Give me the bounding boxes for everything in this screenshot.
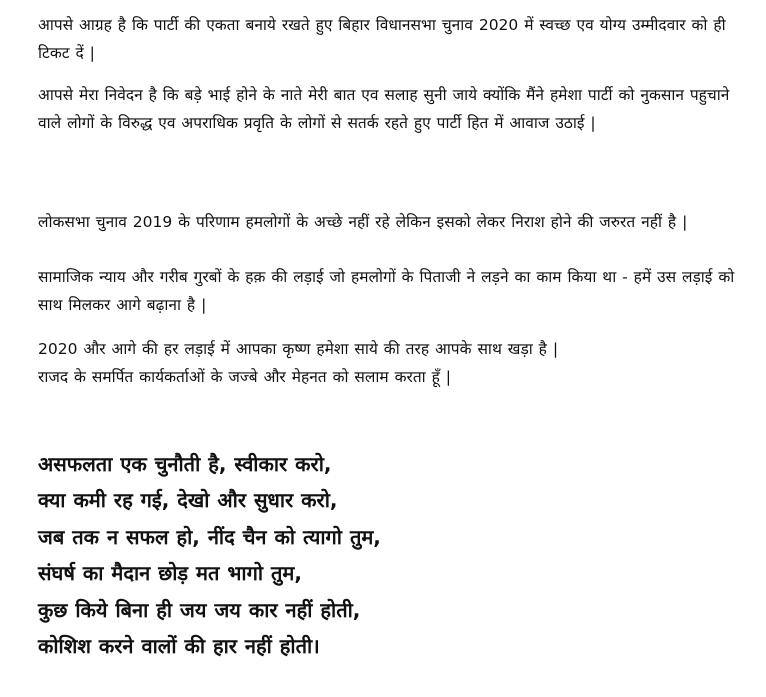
poem-line: क्या कमी रह गई, देखो और सुधार करो, [38, 488, 338, 513]
paragraph-salute-workers: राजद के समर्पित कार्यकर्ताओं के जज्बे और मेहनत को सलाम करता हूँ | [38, 368, 452, 386]
paragraph-2020-support: 2020 और आगे की हर लड़ाई में आपका कृष्ण हमेशा साये की तरह आपके साथ खड़ा है | [38, 340, 559, 358]
paragraph-lok-sabha-2019: लोकसभा चुनाव 2019 के परिणाम हमलोगों के अच्छे नहीं रहे लेकिन इसको लेकर निराश होने की जरुरत नहीं है | [38, 213, 688, 231]
poem-line: जब तक न सफल हो, नींद चैन को त्यागो तुम, [38, 524, 381, 549]
poem-line: कोशिश करने वालों की हार नहीं होती। [38, 633, 320, 658]
paragraph-social-justice: सामाजिक न्याय और गरीब गुरबों के हक़ की लड़ाई जो हमलोगों के पिताजी ने लड़ने का काम किया था - हमें उस लड़ाई को साथ मिलकर आगे बढ़ाना है | [38, 268, 735, 314]
poem-line: असफलता एक चुनौती है, स्वीकार करो, [38, 452, 332, 476]
poem-line: संघर्ष का मैदान छोड़ मत भागो तुम, [38, 561, 302, 586]
paragraph-request: आपसे मेरा निवेदन है कि बड़े भाई होने के नाते मेरी बात एव सलाह सुनी जाये क्योंकि मैंने हमेशा पार्टी को नुकसान पहुचाने वाले लोगों के विरुद्ध एव अपराधिक प्रवृति के लोगों से सतर्क रहते हुए पार्टी हित में आवाज उठाई | [38, 86, 730, 132]
poem [38, 446, 748, 664]
poem-line: कुछ किये बिना ही जय जय कार नहीं होती, [38, 597, 361, 622]
paragraph-appeal-ticket: आपसे आग्रह है कि पार्टी की एकता बनाये रखते हुए बिहार विधानसभा चुनाव 2020 में स्वच्छ एव योग्य उम्मीदवार को ही टिकट दें | [38, 16, 726, 62]
